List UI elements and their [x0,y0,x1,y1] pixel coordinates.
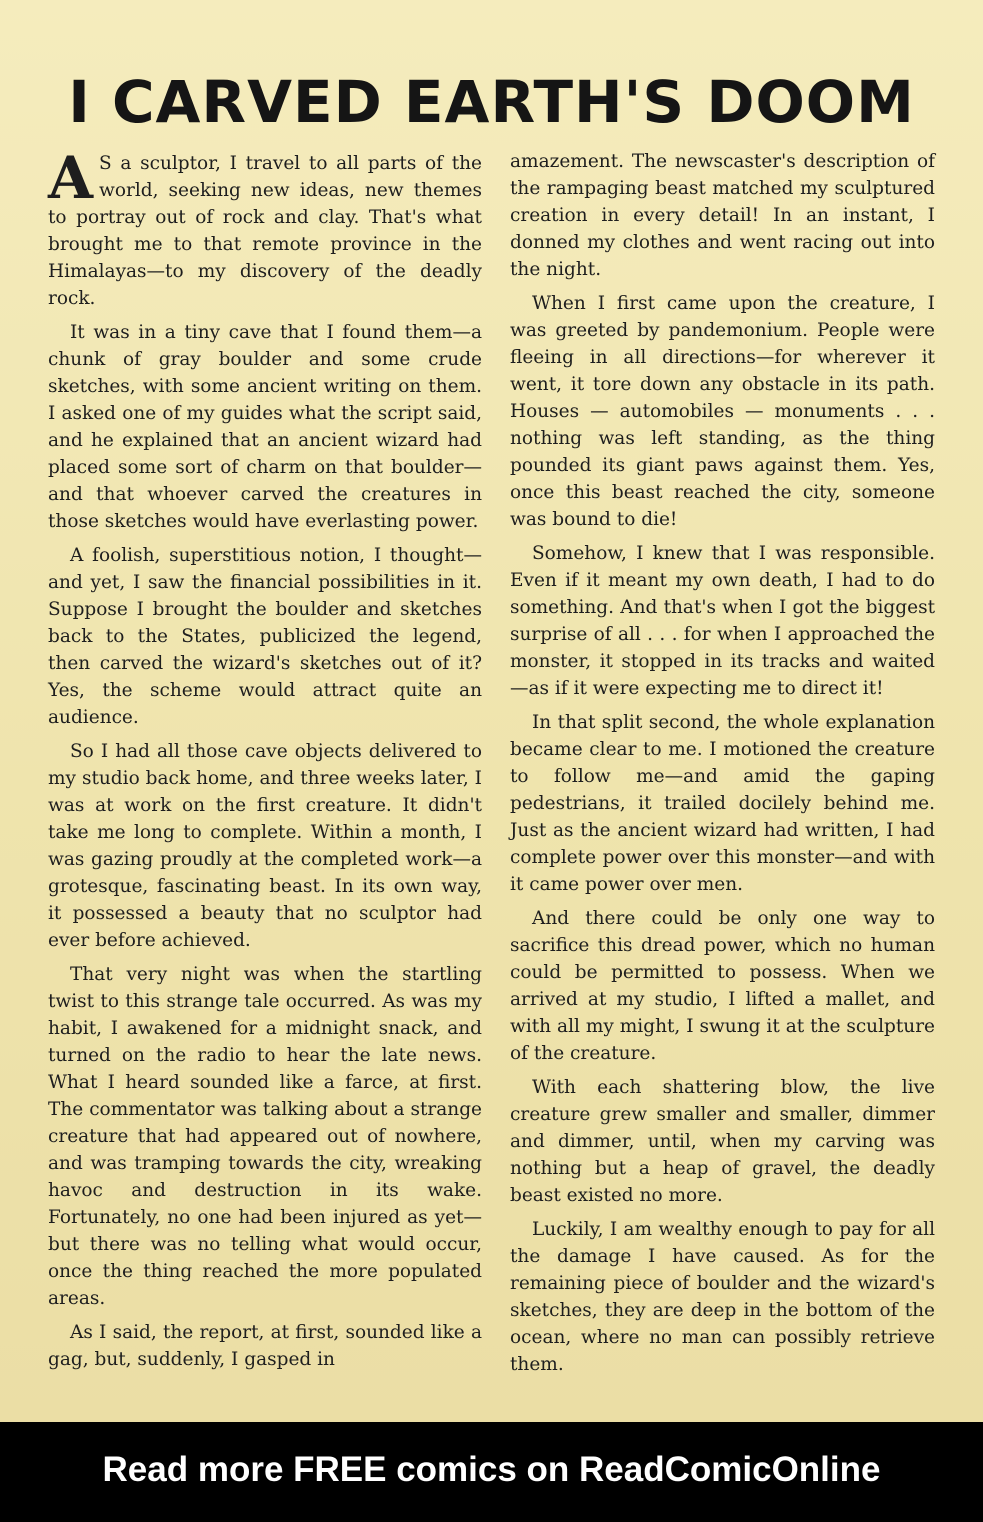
paragraph: Luckily, I am wealthy enough to pay for all the damage I have caused. As for the remaining piece of boulder and the wizard's sketches, they are deep in the bottom of the ocean, where no man can possibly retrieve them. [510,1219,935,1375]
paragraph: So I had all those cave objects delivered to my studio back home, and three weeks later, I was at work on the first creature. It didn't take me long to complete. Within a month, I was gazing proudly at the completed work—a grotesque, fascinating beast. In its own way, it possessed a beauty that no sculptor had ever before achieved. [48,741,482,951]
paragraph: When I first came upon the creature, I was greeted by pandemonium. People were fleeing in all directions—for wherever it went, it tore down any obstacle in its path. Houses — automobiles — monuments . . . nothing was left standing, as the thing pounded its giant paws against them. Yes, once this beast reached the city, someone was bound to die! [510,293,935,530]
right-column [510,148,935,1385]
paragraph: That very night was when the startling twist to this strange tale occurred. As was my habit, I awakened for a midnight snack, and turned on the radio to hear the late news. What I heard sounded like a farce, at first. The commentator was talking about a strange creature that had appeared out of nowhere, and was tramping towards the city, wreaking havoc and destruction in its wake. Fortunately, no one had been injured as yet—but there was no telling what would occur, once the thing reached the more populated areas. [48,964,482,1309]
paragraph: In that split second, the whole explanation became clear to me. I motioned the creature to follow me—and amid the gaping pedestrians, it trailed docilely behind me. Just as the ancient wizard had written, I had complete power over this monster—and with it came power over men. [510,712,935,895]
drop-cap: A [48,144,94,212]
paragraph: And there could be only one way to sacrifice this dread power, which no human could be permitted to possess. When we arrived at my studio, I lifted a mallet, and with all my might, I swung it at the sculpture of the creature. [510,908,935,1064]
paragraph [48,144,482,312]
footer-banner [0,1422,983,1522]
left-column [48,144,482,1380]
paragraph-text: S a sculptor, I travel to all parts of the world, seeking new ideas, new themes to portray out of rock and clay. That's what brought me to that remote province in the Himalayas—to my discovery of the deadly rock. [48,153,482,309]
paragraph: A foolish, superstitious notion, I thought—and yet, I saw the financial possibilities in it. Suppose I brought the boulder and sketches back to the States, publicized the legend, then carved the wizard's sketches out of it? Yes, the scheme would attract quite an audience. [48,545,482,728]
footer-link[interactable]: Read more FREE comics on ReadComicOnline [102,1450,881,1489]
paragraph: It was in a tiny cave that I found them—a chunk of gray boulder and some crude sketches, with some ancient writing on them. I asked one of my guides what the script said, and he explained that an ancient wizard had placed some sort of charm on that boulder—and that whoever carved the creatures in those sketches would have everlasting power. [48,322,482,532]
paragraph: Somehow, I knew that I was responsible. Even if it meant my own death, I had to do something. And that's when I got the biggest surprise of all . . . for when I approached the monster, it stopped in its tracks and waited—as if it were expecting me to direct it! [510,543,935,699]
paragraph: As I said, the report, at first, sounded like a gag, but, suddenly, I gasped in [48,1322,482,1370]
paragraph: With each shattering blow, the live creature grew smaller and smaller, dimmer and dimmer, until, when my carving was nothing but a heap of gravel, the deadly beast existed no more. [510,1077,935,1206]
paragraph: amazement. The newscaster's description of the rampaging beast matched my sculptured creation in every detail! In an instant, I donned my clothes and went racing out into the night. [510,151,935,280]
story-title: I CARVED EARTH'S DOOM [68,68,915,136]
